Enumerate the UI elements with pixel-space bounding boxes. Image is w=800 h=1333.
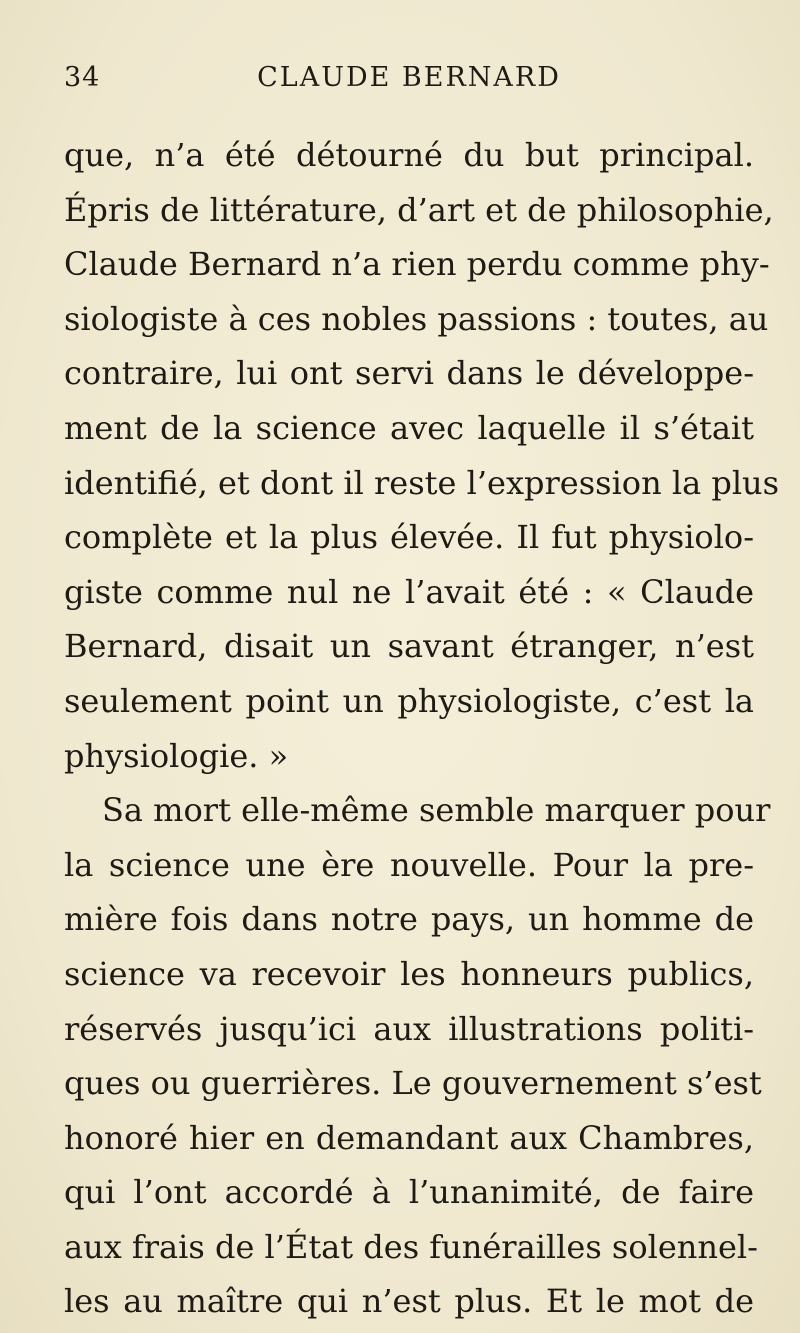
paragraph-end-line: physiologie. » [64,736,289,775]
text-line: les au maître qui n’est plus. Et le mot de [64,1282,754,1321]
text-line: que, n’a été détourné du but principal. [64,136,754,174]
page-number: 34 [64,62,101,93]
text-line: aux frais de l’État des funérailles solennel- [64,1227,758,1266]
text-line: siologiste à ces nobles passions : toutes, au [64,299,769,338]
text-line: seulement point un physiologiste, c’est la [64,681,754,720]
text-line: la science une ère nouvelle. Pour la pre- [64,845,754,884]
running-head: CLAUDE BERNARD [257,62,561,93]
text-line: complète et la plus élevée. Il fut physiolo- [64,518,754,557]
text-line: honoré hier en demandant aux Chambres, [64,1118,754,1157]
text-line: identifié, et dont il reste l’expression la plus [64,463,780,502]
text-line: contraire, lui ont servi dans le développe- [64,354,754,393]
text-line: Claude Bernard n’a rien perdu comme phy- [64,245,770,284]
text-line: réservés jusqu’ici aux illustrations politi- [64,1009,754,1048]
body-text [64,128,780,1321]
paragraph-start-line: Sa mort elle-même semble marquer pour [102,791,771,830]
page-header [64,62,754,98]
text-line: mière fois dans notre pays, un homme de [64,900,754,939]
text-line: Épris de littérature, d’art et de philosophie, [64,190,774,229]
text-line: ques ou guerrières. Le gouvernement s’est [64,1064,762,1103]
text-line: qui l’ont accordé à l’unanimité, de faire [64,1173,754,1212]
text-line: ment de la science avec laquelle il s’était [64,408,754,447]
text-line: giste comme nul ne l’avait été : « Claude [64,572,754,611]
text-line: Bernard, disait un savant étranger, n’est [64,627,754,666]
text-line: science va recevoir les honneurs publics, [64,954,754,993]
